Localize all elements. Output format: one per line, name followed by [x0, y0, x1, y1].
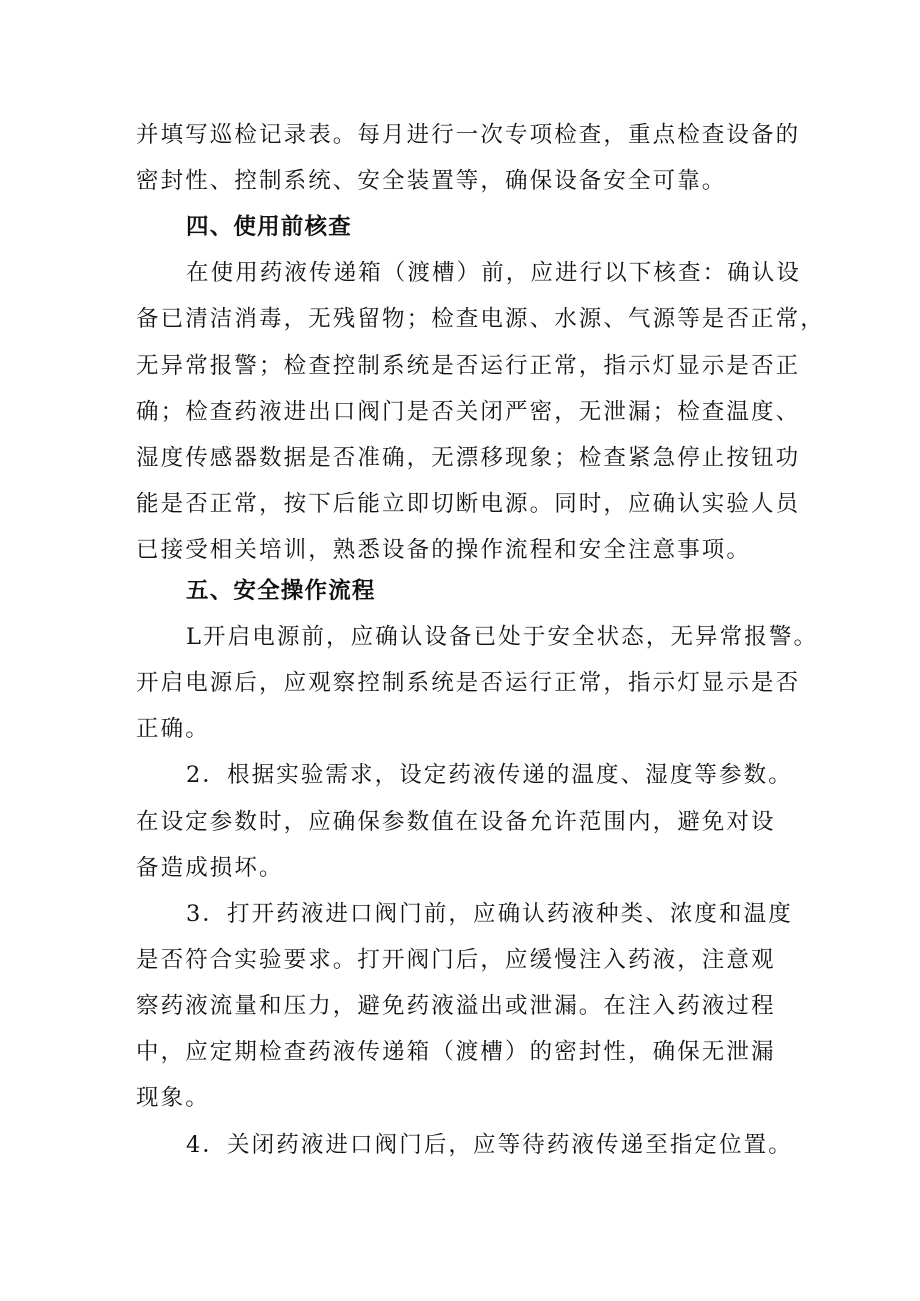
paragraph-line: 备已清洁消毒，无残留物；检查电源、水源、气源等是否正常， [136, 306, 825, 332]
paragraph-line: 湿度传感器数据是否准确，无漂移现象；检查紧急停止按钮功 [136, 445, 801, 471]
paragraph-line: 察药液流量和压力，避免药液溢出或泄漏。在注入药液过程 [136, 993, 776, 1019]
paragraph-line: 能是否正常，按下后能立即切断电源。同时，应确认实验人员 [136, 491, 801, 517]
paragraph-line: 已接受相关培训，熟悉设备的操作流程和安全注意事项。 [136, 537, 752, 563]
paragraph-line: 4．关闭药液进口阀门后，应等待药液传递至指定位置。 [186, 1132, 793, 1158]
paragraph-line: 开启电源后，应观察控制系统是否运行正常，指示灯显示是否 [136, 670, 801, 696]
paragraph-line: L开启电源前，应确认设备已处于安全状态，无异常报警。 [186, 624, 819, 650]
paragraph-line: 正确。 [136, 716, 210, 742]
paragraph-line: 并填写巡检记录表。每月进行一次专项检查，重点检查设备的 [136, 122, 801, 148]
paragraph-line: 确；检查药液进出口阀门是否关闭严密，无泄漏；检查温度、 [136, 399, 801, 425]
paragraph-line: 无异常报警；检查控制系统是否运行正常，指示灯显示是否正 [136, 353, 801, 379]
section-heading-4: 四、使用前核查 [186, 214, 352, 240]
paragraph-line: 3．打开药液进口阀门前，应确认药液种类、浓度和温度 [186, 901, 793, 927]
paragraph-line: 中，应定期检查药液传递箱（渡槽）的密封性，确保无泄漏 [136, 1039, 776, 1065]
paragraph-line: 是否符合实验要求。打开阀门后，应缓慢注入药液，注意观 [136, 947, 776, 973]
paragraph-line: 在设定参数时，应确保参数值在设备允许范围内，避免对设 [136, 809, 776, 835]
paragraph-line: 密封性、控制系统、安全装置等，确保设备安全可靠。 [136, 168, 727, 194]
section-heading-5: 五、安全操作流程 [186, 578, 376, 604]
paragraph-line: 现象。 [136, 1085, 210, 1111]
paragraph-line: 备造成损坏。 [136, 855, 284, 881]
paragraph-line: 2．根据实验需求，设定药液传递的温度、湿度等参数。 [186, 762, 793, 788]
paragraph-line: 在使用药液传递箱（渡槽）前，应进行以下核查：确认设 [186, 260, 802, 286]
